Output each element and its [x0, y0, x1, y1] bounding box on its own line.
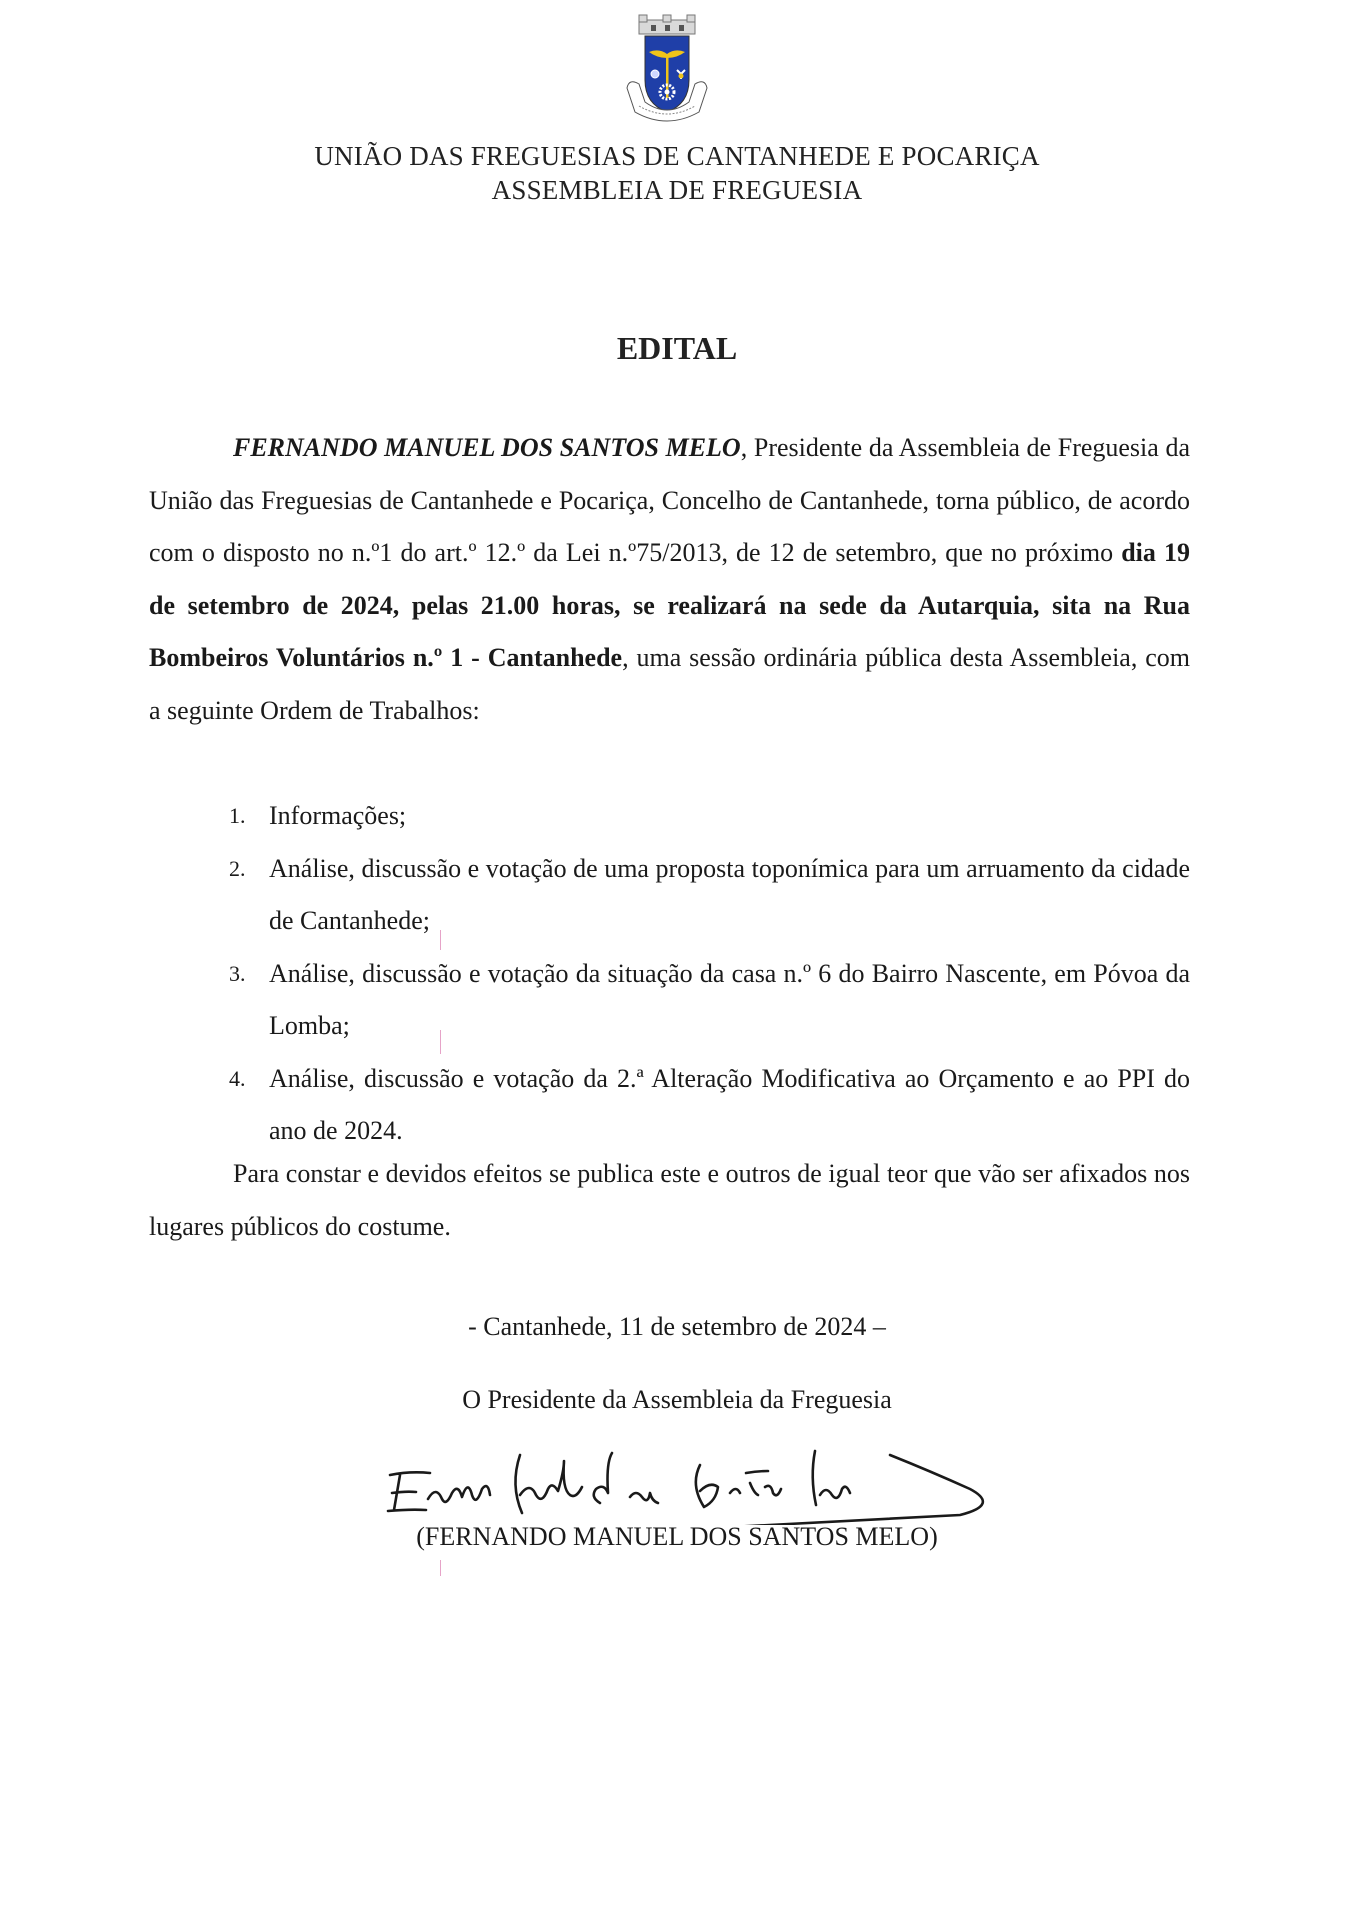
intro-text-a: , Presidente da Assembleia de Freguesia da União das Freguesias de Cantanhede e Pocariça, Concelho de Cantanhede, torna público, de acordo com o disposto no n.º1 do art.º 12.º da Lei n.º75/2013, de 12 de setembro, que no próximo — [149, 433, 1191, 567]
assembly-name: ASSEMBLEIA DE FREGUESIA — [491, 175, 863, 205]
closing-paragraph: Para constar e devidos efeitos se publica este e outros de igual teor que vão ser afixados nos lugares públicos do costume. — [149, 1159, 1190, 1241]
agenda-item-text: Análise, discussão e votação de uma proposta toponímica para um arruamento da cidade de Cantanhede; — [269, 853, 1190, 935]
agenda-item — [149, 790, 1190, 843]
agenda-item-number: 4. — [229, 1065, 246, 1091]
signer-name: (FERNANDO MANUEL DOS SANTOS MELO) — [416, 1522, 938, 1551]
agenda-item-text: Análise, discussão e votação da situação da casa n.º 6 do Bairro Nascente, em Póvoa da Lomba; — [269, 958, 1190, 1040]
agenda-item — [149, 948, 1190, 1053]
agenda-item-number: 1. — [229, 803, 246, 828]
coat-of-arms-icon — [617, 14, 717, 126]
scan-artifact-line — [440, 930, 441, 950]
meeting-details: dia 19 de setembro de 2024, pelas 21.00 horas, se realizará na sede da Autarquia, sita na Rua Bombeiros Voluntários n.º 1 - Cantanhede — [149, 538, 1190, 672]
agenda-item-number: 3. — [229, 960, 246, 986]
intro-text-b: , uma sessão ordinária pública desta Assembleia, com a seguinte Ordem de Trabalhos: — [149, 643, 1191, 725]
signer-role: O Presidente da Assembleia da Freguesia — [462, 1385, 892, 1414]
agenda-item — [149, 1053, 1190, 1158]
intro-paragraph — [149, 422, 1190, 737]
agenda-item-text: Informações; — [269, 801, 407, 830]
document-title: EDITAL — [616, 330, 738, 366]
agenda-item-text: Análise, discussão e votação da 2.ª Alteração Modificativa ao Orçamento e ao PPI do ano de 2024. — [269, 1063, 1190, 1145]
agenda-item-number: 2. — [229, 855, 246, 881]
handwritten-signature-icon — [370, 1415, 1030, 1525]
agenda-item — [149, 843, 1190, 948]
date-line: - Cantanhede, 11 de setembro de 2024 – — [468, 1312, 886, 1341]
president-name: FERNANDO MANUEL DOS SANTOS MELO — [233, 433, 741, 462]
organization-name: UNIÃO DAS FREGUESIAS DE CANTANHEDE E POCARIÇA — [314, 141, 1040, 171]
scan-artifact-line — [440, 1030, 441, 1054]
agenda-list — [149, 790, 1190, 1158]
scan-artifact-line — [440, 1560, 441, 1576]
